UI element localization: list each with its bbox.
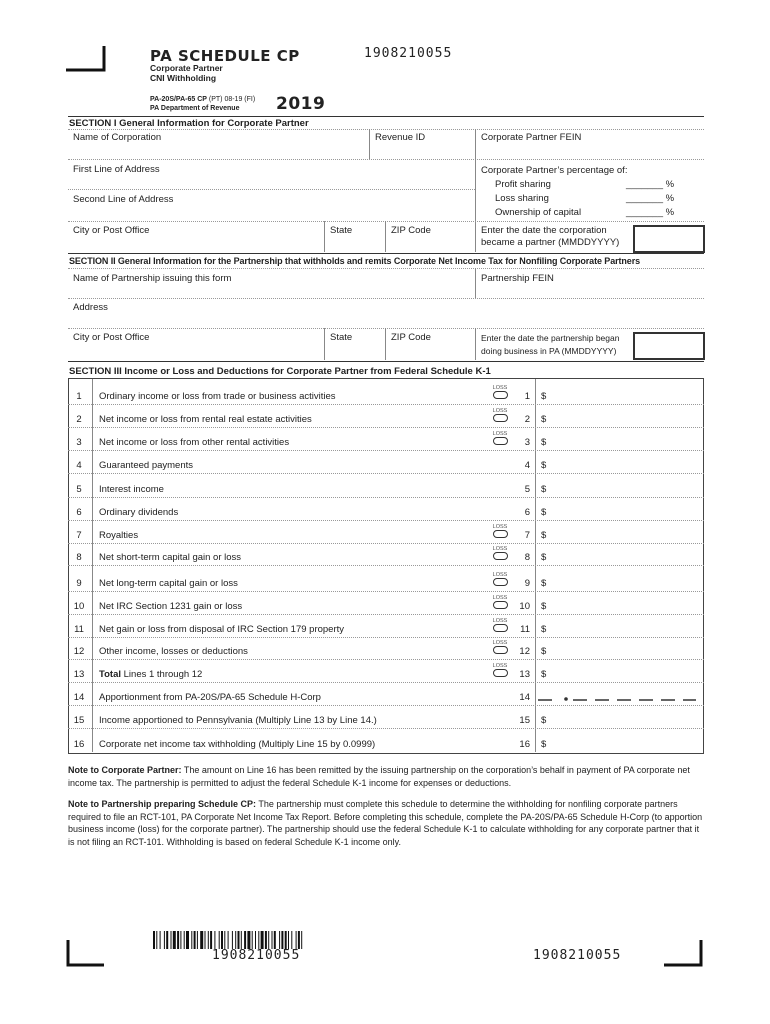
amount-field[interactable]: $: [541, 414, 547, 425]
line-number: 8: [76, 552, 82, 563]
department-name: PA Department of Revenue: [150, 105, 240, 112]
amount-field[interactable]: $: [541, 552, 547, 563]
zip-field[interactable]: [386, 222, 474, 252]
line-number: 2: [76, 414, 82, 425]
amount-field[interactable]: $: [541, 460, 547, 471]
line-number: 3: [76, 437, 82, 448]
loss-label: LOSS: [492, 385, 508, 391]
loss-label: LOSS: [492, 595, 508, 601]
form-code: [150, 96, 255, 103]
line-ref-number: 10: [519, 601, 530, 612]
address-line-1-label: First Line of Address: [73, 164, 160, 175]
partnership-date-label-2: doing business in PA (MMDDYYYY): [481, 346, 617, 356]
city-field[interactable]: [68, 222, 323, 252]
apportionment-field[interactable]: [536, 695, 696, 703]
percentage-title: Corporate Partner’s percentage of:: [481, 165, 628, 176]
line-number: 7: [76, 530, 82, 541]
amount-field[interactable]: $: [541, 484, 547, 495]
line-ref-number: 16: [519, 739, 530, 750]
line-ref-number: 4: [524, 460, 530, 471]
ownership-capital-label: Ownership of capital: [495, 207, 582, 218]
line-label-text: Income apportioned to Pennsylvania (Multiply Line 13 by Line 14.): [99, 715, 377, 726]
line-label-text: Lines 1 through 12: [121, 669, 203, 680]
line-label-text: Net income or loss from other rental activities: [99, 437, 290, 448]
partnership-city-label: City or Post Office: [73, 332, 150, 343]
section-1-title: SECTION I General Information for Corporate Partner: [69, 118, 309, 129]
partnership-fein-field[interactable]: [476, 269, 704, 297]
partnership-address-label: Address: [73, 302, 108, 313]
partnership-address-field[interactable]: [68, 299, 704, 327]
amount-field[interactable]: $: [541, 715, 547, 726]
zip-label: ZIP Code: [391, 225, 431, 236]
line-number: 14: [73, 692, 85, 703]
corporation-name-field[interactable]: [68, 129, 368, 159]
line-label-text: Net income or loss from rental real estate activities: [99, 414, 312, 425]
partnership-date-field[interactable]: [633, 332, 705, 360]
line-label-text: Net IRC Section 1231 gain or loss: [99, 601, 243, 612]
tax-year: 2019: [276, 94, 326, 114]
line-label: [99, 601, 242, 612]
line-label: [99, 739, 375, 750]
line-label: [99, 715, 377, 726]
loss-label: LOSS: [492, 640, 508, 646]
loss-label: LOSS: [492, 546, 508, 552]
line-label: [99, 646, 248, 657]
amount-field[interactable]: $: [541, 624, 547, 635]
line-ref-number: 15: [519, 715, 530, 726]
line-number: 12: [73, 646, 85, 657]
note-partnership: [68, 798, 704, 848]
amount-field[interactable]: $: [541, 601, 547, 612]
line-label: [99, 414, 312, 425]
amount-field[interactable]: $: [541, 530, 547, 541]
loss-sharing-label: Loss sharing: [495, 193, 549, 204]
line-label-text: Corporate net income tax withholding (Multiply Line 15 by 0.0999): [99, 739, 376, 750]
line-label-text: Ordinary dividends: [99, 507, 179, 518]
line-7-row: [68, 520, 704, 543]
amount-field[interactable]: $: [541, 437, 547, 448]
line-label: [99, 391, 336, 402]
line-number: 1: [76, 391, 82, 402]
state-field[interactable]: [325, 222, 384, 252]
note-corporate-partner: [68, 764, 704, 789]
form-subtitle-2: CNI Withholding: [150, 73, 217, 83]
section-3-title: SECTION III Income or Loss and Deductions for Corporate Partner from Federal Schedule K-1: [69, 366, 491, 377]
loss-label: LOSS: [492, 618, 508, 624]
partnership-city-field[interactable]: [68, 329, 323, 359]
corner-mark-top-left: [66, 46, 106, 72]
city-label: City or Post Office: [73, 225, 150, 236]
form-title: PA SCHEDULE CP: [150, 47, 300, 65]
amount-field[interactable]: $: [541, 507, 547, 518]
bottom-scan-code: 1908210055: [533, 948, 622, 963]
line-label: [99, 507, 178, 518]
line-label-text: Net long-term capital gain or loss: [99, 578, 238, 589]
loss-label: LOSS: [492, 663, 508, 669]
barcode-code: 1908210055: [212, 948, 301, 963]
section-2-title: SECTION II General Information for the Partnership that withholds and remits Corporate Net Income Tax for Nonfiling Corporate Partners: [69, 256, 641, 266]
amount-field[interactable]: $: [541, 578, 547, 589]
amount-field[interactable]: $: [541, 391, 547, 402]
line-ref-number: 8: [524, 552, 530, 563]
line-label-text: Guaranteed payments: [99, 460, 194, 471]
line-ref-number: 2: [524, 414, 530, 425]
profit-sharing-label: Profit sharing: [495, 179, 551, 190]
address-line-2-label: Second Line of Address: [73, 194, 174, 205]
partner-date-field[interactable]: [633, 225, 705, 253]
profit-sharing-field[interactable]: _______ %: [626, 179, 675, 190]
line-ref-number: 11: [520, 624, 530, 635]
line-label: [99, 460, 193, 471]
line-number: 13: [73, 669, 85, 680]
line-ref-number: 3: [524, 437, 530, 448]
partnership-state-field[interactable]: [325, 329, 384, 359]
revenue-id-field[interactable]: [370, 129, 474, 159]
line-label-bold: Total: [99, 669, 121, 680]
address-line-2-field[interactable]: [68, 190, 474, 220]
loss-label: LOSS: [492, 431, 508, 437]
top-scan-code: 1908210055: [364, 46, 453, 61]
partnership-zip-field[interactable]: [386, 329, 474, 359]
partnership-name-field[interactable]: [68, 269, 474, 297]
partnership-state-label: State: [330, 332, 353, 343]
partner-date-label-1: Enter the date the corporation: [481, 225, 607, 236]
row-divider: [68, 565, 704, 566]
line-ref-number: 6: [524, 507, 530, 518]
note-corporate-partner-text: The amount on Line 16 has been remitted by the issuing partnership on the corporation’s behalf in payment of PA corporate net income tax. The partnership is permitted to adjust the federal Schedule K-1 income for expenses or deductions.: [68, 765, 690, 788]
amount-field[interactable]: $: [541, 669, 547, 680]
line-number: 15: [73, 715, 85, 726]
revenue-id-label: Revenue ID: [375, 132, 426, 143]
corporate-partner-fein-field[interactable]: [476, 129, 704, 159]
line-label-text: Net gain or loss from disposal of IRC Section 179 property: [99, 624, 345, 635]
address-line-1-field[interactable]: [68, 160, 474, 188]
partnership-zip-label: ZIP Code: [391, 332, 431, 343]
partnership-date-label-1: Enter the date the partnership began: [481, 333, 620, 343]
line-label: [99, 692, 321, 703]
line-label-text: Apportionment from PA-20S/PA-65 Schedule H-Corp: [99, 692, 321, 703]
state-label: State: [330, 225, 353, 236]
line-number: 6: [76, 507, 82, 518]
corner-mark-bottom-right: [664, 940, 704, 968]
line-ref-number: 13: [519, 669, 530, 680]
note-partnership-text: The partnership must complete this schedule to determine the withholding for nonfiling corporate partners required to file an RCT-101, PA Corporate Net Income Tax Report. Before completing this schedule, complete the PA-20S/PA-65 Schedule H-Corp (to apportion business income (loss) for the corporate partner). The partnership should use the federal Schedule K-1 to calculate withholding for any corporate partner that it is not filing an RCT-101. Withholding is based on federal Schedule K-1 income only.: [68, 799, 703, 847]
line-ref-number: 7: [524, 530, 530, 541]
ownership-capital-field[interactable]: _______ %: [626, 207, 675, 218]
line-ref-number: 5: [524, 484, 530, 495]
form-code-revision: (PT) 08-19 (FI): [208, 96, 256, 103]
loss-label: LOSS: [492, 572, 508, 578]
line-number: 10: [73, 601, 85, 612]
loss-label: LOSS: [492, 408, 508, 414]
line-label-text: Ordinary income or loss from trade or business activities: [99, 391, 336, 402]
line-label: [99, 484, 164, 495]
line-label: [99, 578, 238, 589]
amount-field[interactable]: $: [541, 646, 547, 657]
line-number: 16: [73, 739, 85, 750]
partner-date-label-2: became a partner (MMDDYYYY): [481, 237, 620, 248]
line-ref-number: 9: [524, 578, 530, 589]
line-label: [99, 669, 202, 680]
line-ref-number: 1: [524, 391, 530, 402]
partnership-fein-label: Partnership FEIN: [481, 273, 554, 284]
line-label-text: Other income, losses or deductions: [99, 646, 248, 657]
line-ref-number: 12: [519, 646, 530, 657]
line-number: 5: [76, 484, 82, 495]
loss-sharing-field[interactable]: _______ %: [626, 193, 675, 204]
line-label: [99, 530, 138, 541]
line-label-text: Interest income: [99, 484, 164, 495]
note-corporate-partner-heading: Note to Corporate Partner:: [68, 765, 182, 775]
amount-field[interactable]: $: [541, 739, 547, 750]
line-label-text: Net short-term capital gain or loss: [99, 552, 242, 563]
corner-mark-bottom-left: [66, 940, 106, 968]
line-label: [99, 437, 289, 448]
line-number: 4: [76, 460, 82, 471]
line-label-text: Royalties: [99, 530, 139, 541]
form-code-number: PA-20S/PA-65 CP: [150, 96, 207, 103]
note-partnership-heading: Note to Partnership preparing Schedule CP:: [68, 799, 257, 809]
loss-label: LOSS: [492, 524, 508, 530]
corporate-partner-fein-label: Corporate Partner FEIN: [481, 132, 582, 143]
line-number: 11: [74, 624, 84, 635]
line-ref-number: 14: [519, 692, 530, 703]
line-label: [99, 624, 344, 635]
line-number: 9: [76, 578, 82, 589]
form-subtitle-1: Corporate Partner: [150, 63, 223, 73]
corporation-name-label: Name of Corporation: [73, 132, 162, 143]
line-label: [99, 552, 241, 563]
partnership-name-label: Name of Partnership issuing this form: [73, 273, 232, 284]
